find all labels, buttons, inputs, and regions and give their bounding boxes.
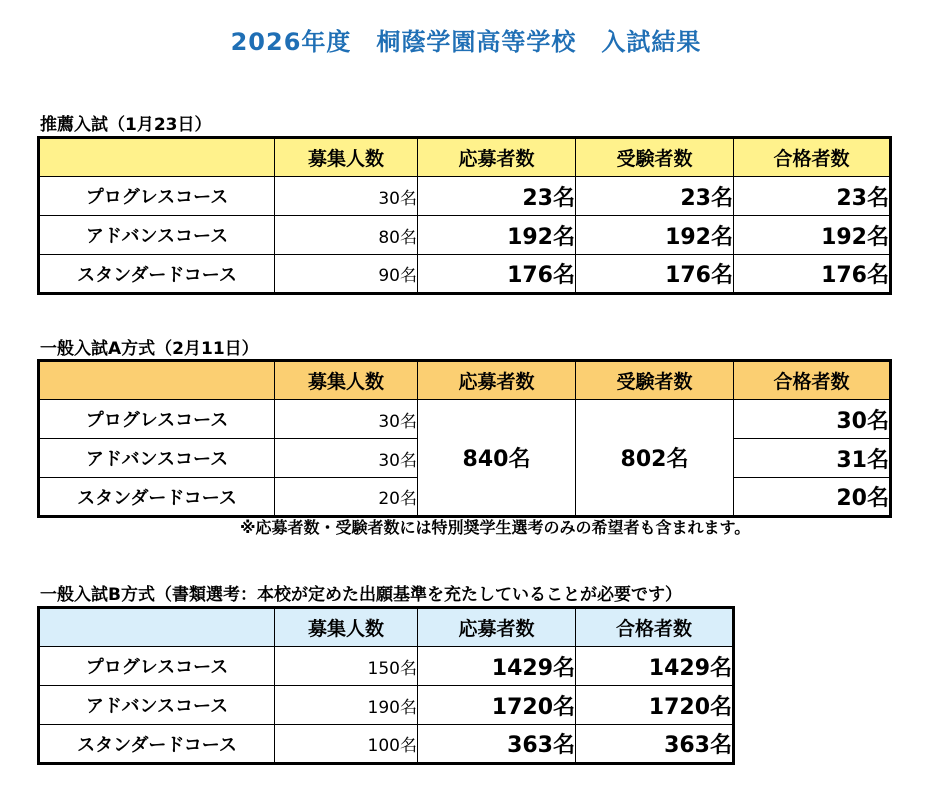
table-row [39,686,734,725]
table-header-row [39,138,891,177]
header-passed: 合格者数 [734,138,891,177]
table-header-row [39,361,891,400]
suisen-heading: 推薦入試（1月23日） [40,115,212,135]
table-row [39,255,891,294]
applicants-cell: 23名 [418,177,576,216]
ippan-a-table [37,359,892,518]
capacity-cell: 150名 [275,647,418,686]
passed-cell: 176名 [734,255,891,294]
passed-cell: 30名 [734,400,891,439]
header-examinees: 受験者数 [576,361,734,400]
header-applicants: 応募者数 [418,608,576,647]
passed-cell: 23名 [734,177,891,216]
header-blank [39,608,275,647]
course-name: アドバンスコース [39,216,275,255]
capacity-cell: 30名 [275,439,418,478]
table-row [39,725,734,764]
footnote: ※応募者数・受験者数には特別奨学生選考のみの希望者も含まれます。 [240,518,751,537]
passed-cell: 31名 [734,439,891,478]
table-row [39,400,891,439]
table-row [39,216,891,255]
examinees-cell: 23名 [576,177,734,216]
examinees-cell: 176名 [576,255,734,294]
ippan-b-heading: 一般入試B方式（書類選考：本校が定めた出願基準を充たしていることが必要です） [40,585,682,605]
course-name: スタンダードコース [39,255,275,294]
course-name: プログレスコース [39,400,275,439]
applicants-total-cell: 840名 [418,400,576,517]
passed-cell: 1720名 [576,686,734,725]
capacity-cell: 100名 [275,725,418,764]
applicants-cell: 192名 [418,216,576,255]
passed-cell: 1429名 [576,647,734,686]
passed-cell: 192名 [734,216,891,255]
table-row [39,177,891,216]
passed-cell: 363名 [576,725,734,764]
header-capacity: 募集人数 [275,608,418,647]
course-name: スタンダードコース [39,478,275,517]
header-applicants: 応募者数 [418,361,576,400]
table-row [39,647,734,686]
examinees-cell: 192名 [576,216,734,255]
header-examinees: 受験者数 [576,138,734,177]
header-passed: 合格者数 [576,608,734,647]
passed-cell: 20名 [734,478,891,517]
ippan-b-table [37,606,735,765]
capacity-cell: 20名 [275,478,418,517]
header-blank [39,361,275,400]
table-header-row [39,608,734,647]
header-capacity: 募集人数 [275,361,418,400]
course-name: スタンダードコース [39,725,275,764]
capacity-cell: 190名 [275,686,418,725]
page-title: 2026年度 桐蔭学園高等学校 入試結果 [230,28,702,56]
course-name: アドバンスコース [39,439,275,478]
course-name: プログレスコース [39,177,275,216]
applicants-cell: 1720名 [418,686,576,725]
header-passed: 合格者数 [734,361,891,400]
applicants-cell: 176名 [418,255,576,294]
examinees-total-cell: 802名 [576,400,734,517]
course-name: プログレスコース [39,647,275,686]
header-capacity: 募集人数 [275,138,418,177]
capacity-cell: 30名 [275,400,418,439]
header-applicants: 応募者数 [418,138,576,177]
suisen-table [37,136,892,295]
ippan-a-heading: 一般入試A方式（2月11日） [40,339,259,359]
header-blank [39,138,275,177]
capacity-cell: 30名 [275,177,418,216]
applicants-cell: 363名 [418,725,576,764]
applicants-cell: 1429名 [418,647,576,686]
capacity-cell: 90名 [275,255,418,294]
capacity-cell: 80名 [275,216,418,255]
course-name: アドバンスコース [39,686,275,725]
